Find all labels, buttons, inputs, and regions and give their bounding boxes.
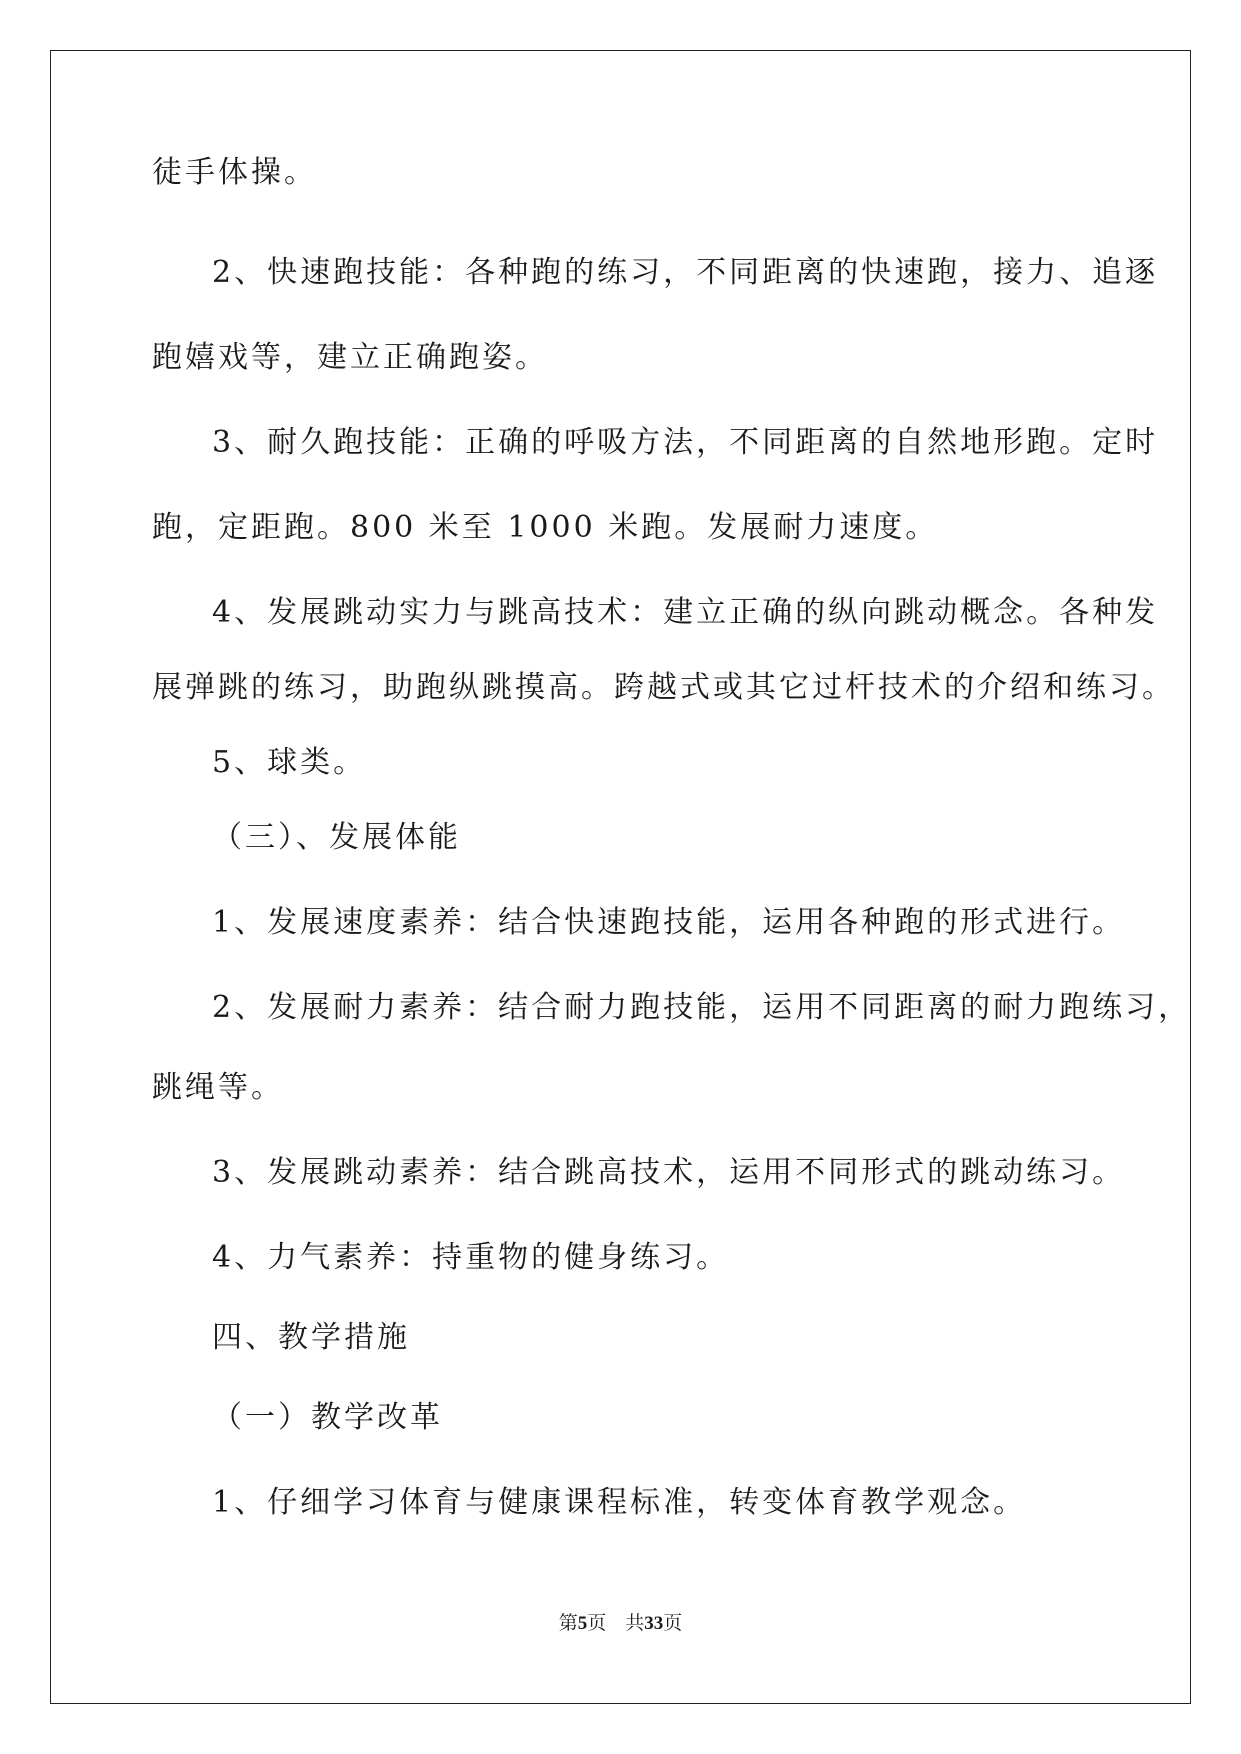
body-line: 4、发展跳动实力与跳高技术：建立正确的纵向跳动概念。各种发 — [212, 595, 1159, 630]
section-heading: （三）、发展体能 — [212, 820, 461, 855]
page-label-prefix: 第 — [558, 1613, 578, 1634]
page-label-suffix: 页 — [587, 1613, 607, 1634]
body-line: 3、发展跳动素养：结合跳高技术，运用不同形式的跳动练习。 — [212, 1155, 1126, 1190]
body-line: 跑嬉戏等，建立正确跑姿。 — [152, 340, 548, 375]
body-line: 3、耐久跑技能：正确的呼吸方法，不同距离的自然地形跑。定时 — [212, 425, 1159, 460]
body-line: 2、发展耐力素养：结合耐力跑技能，运用不同距离的耐力跑练习， — [212, 990, 1192, 1025]
body-line: 2、快速跑技能：各种跑的练习，不同距离的快速跑，接力、追逐 — [212, 255, 1159, 290]
body-line: 徒手体操。 — [152, 155, 317, 190]
body-line: 跑，定距跑。800 米至 1000 米跑。发展耐力速度。 — [152, 510, 939, 545]
total-pages: 33 — [644, 1613, 664, 1634]
total-suffix: 页 — [663, 1613, 683, 1634]
page-border — [50, 50, 1191, 1704]
body-line: 跳绳等。 — [152, 1070, 284, 1105]
section-heading: 四、教学措施 — [212, 1320, 410, 1355]
page-number: 5 — [577, 1613, 588, 1634]
body-line: 1、发展速度素养：结合快速跑技能，运用各种跑的形式进行。 — [212, 905, 1126, 940]
total-prefix: 共 — [625, 1613, 645, 1634]
body-line: 4、力气素养：持重物的健身练习。 — [212, 1240, 730, 1275]
body-line: 展弹跳的练习，助跑纵跳摸高。跨越式或其它过杆技术的介绍和练习。 — [152, 670, 1175, 705]
body-line: 5、球类。 — [212, 745, 367, 780]
page-footer — [0, 1608, 1241, 1635]
body-line: 1、仔细学习体育与健康课程标准，转变体育教学观念。 — [212, 1485, 1027, 1520]
section-heading: （一）教学改革 — [212, 1400, 443, 1435]
